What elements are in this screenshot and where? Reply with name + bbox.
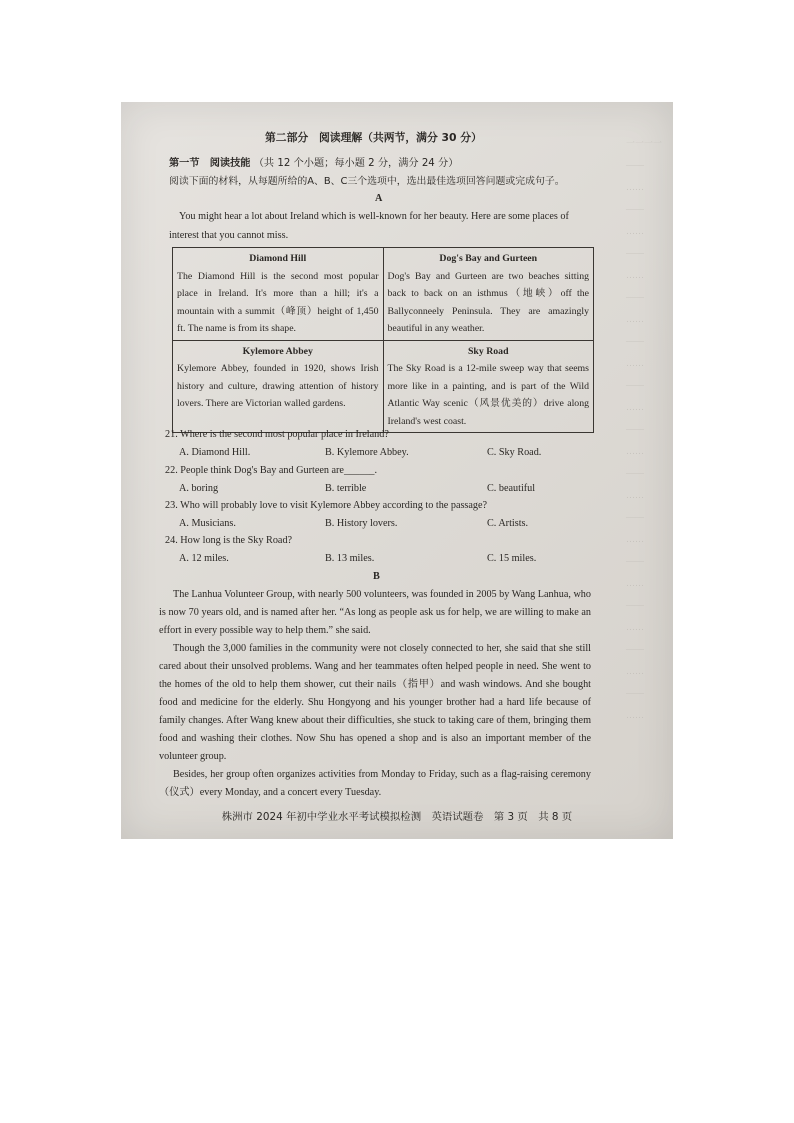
- instructions: 阅读下面的材料，从每题所给的A、B、C三个选项中，选出最佳选项回答问题或完成句子。: [169, 176, 565, 187]
- section-header: [169, 157, 458, 171]
- option-b: B. 13 miles.: [325, 553, 375, 564]
- passage-b-label: B: [373, 571, 380, 582]
- exam-page-photo: [121, 102, 673, 839]
- option-a: A. Diamond Hill.: [179, 447, 251, 458]
- intro-line-2: interest that you cannot miss.: [169, 230, 289, 241]
- intro-line-1: You might hear a lot about Ireland which is well-known for her beauty. Here are some places of: [179, 211, 569, 222]
- option-a: A. Musicians.: [179, 518, 236, 529]
- option-a: A. boring: [179, 483, 219, 494]
- paragraph: Besides, her group often organizes activities from Monday to Friday, such as a flag-raising ceremony（仪式）every Monday, and a concert every Tuesday.: [159, 769, 591, 798]
- show-through-text: 一一一一 —— …… —— …… —— …… —— …… —— …… —— …… —— …… —— …… —— …… —— …… —— …… —— …… —— ……: [626, 138, 663, 720]
- table-cell-text: The Diamond Hill is the second most popular place in Ireland. It's more than a hill; it's a mountain with a summit（峰顶）height of 1,450 ft. The name is from its shape.: [177, 270, 379, 334]
- option-b: B. Kylemore Abbey.: [325, 447, 409, 458]
- page-footer: 株洲市 2024 年初中学业水平考试模拟检测 英语试题卷 第 3 页 共 8 页: [221, 811, 573, 823]
- option-b: B. terrible: [325, 483, 367, 494]
- paragraph: The Lanhua Volunteer Group, with nearly 500 volunteers, was founded in 2005 by Wang Lanhua, who is now 70 years old, and is named after her. “As long as people ask us for help, we are willing to make an effort in every possible way to help them.” she said.: [159, 589, 591, 636]
- table-cell-text: Dog's Bay and Gurteen are two beaches sitting back to back on an isthmus（地峡）off the Ballyconneely Peninsula. They are amazingly beautiful in any weather.: [387, 270, 589, 334]
- table-cell-sky-road: [383, 340, 594, 433]
- section-note: （共 12 个小题；每小题 2 分，满分 24 分）: [253, 158, 459, 169]
- table-cell-diamond-hill: [173, 248, 384, 341]
- table-cell-kylemore-abbey: [173, 340, 384, 433]
- part-title: 第二部分 阅读理解（共两节，满分 30 分）: [265, 131, 482, 144]
- section-title: 第一节 阅读技能: [169, 158, 251, 169]
- option-c: C. 15 miles.: [487, 553, 537, 564]
- question-21: 21. Where is the second most popular place in Ireland?: [165, 429, 389, 440]
- table-cell-title: Diamond Hill: [249, 253, 307, 264]
- table-cell-dogs-bay: [383, 248, 594, 341]
- option-c: C. beautiful: [487, 483, 536, 494]
- table-cell-title: Sky Road: [467, 345, 509, 357]
- table-cell-title: Dog's Bay and Gurteen: [439, 253, 538, 264]
- paragraph: Though the 3,000 families in the community were not closely connected to her, she said that she still cared about their unsolved problems. Wang and her teammates often helped people in need. She went to the homes of the old to help them shower, cut their nails（指甲）and wash windows. And she bought food and medicine for the elderly. Shu Hongyong and his younger brother had a hard life because of family changes. After Wang knew about their difficulties, she stuck to taking care of them, bringing them food and washing their clothes. Now Shu has opened a shop and is also an important member of the volunteer group.: [159, 643, 591, 762]
- table-cell-text: The Sky Road is a 12-mile sweep way that seems more like in a painting, and is part of the Wild Atlantic Way scenic（风景优美的）drive along Ireland's west coast.: [387, 363, 589, 427]
- places-table: [172, 247, 594, 433]
- option-a: A. 12 miles.: [179, 553, 229, 564]
- option-c: C. Artists.: [487, 518, 529, 529]
- option-b: B. History lovers.: [325, 518, 398, 529]
- question-22: 22. People think Dog's Bay and Gurteen are______.: [165, 465, 378, 476]
- table-cell-text: Kylemore Abbey, founded in 1920, shows Irish history and culture, drawing attention of history lovers. There are Victorian walled gardens.: [177, 363, 379, 409]
- table-cell-title: Kylemore Abbey: [242, 345, 313, 357]
- question-23: 23. Who will probably love to visit Kylemore Abbey according to the passage?: [165, 500, 488, 511]
- passage-a-label: A: [375, 193, 383, 204]
- passage-b-body: [159, 586, 591, 802]
- exam-sheet: [121, 102, 673, 839]
- question-24: 24. How long is the Sky Road?: [165, 535, 293, 546]
- option-c: C. Sky Road.: [487, 447, 542, 458]
